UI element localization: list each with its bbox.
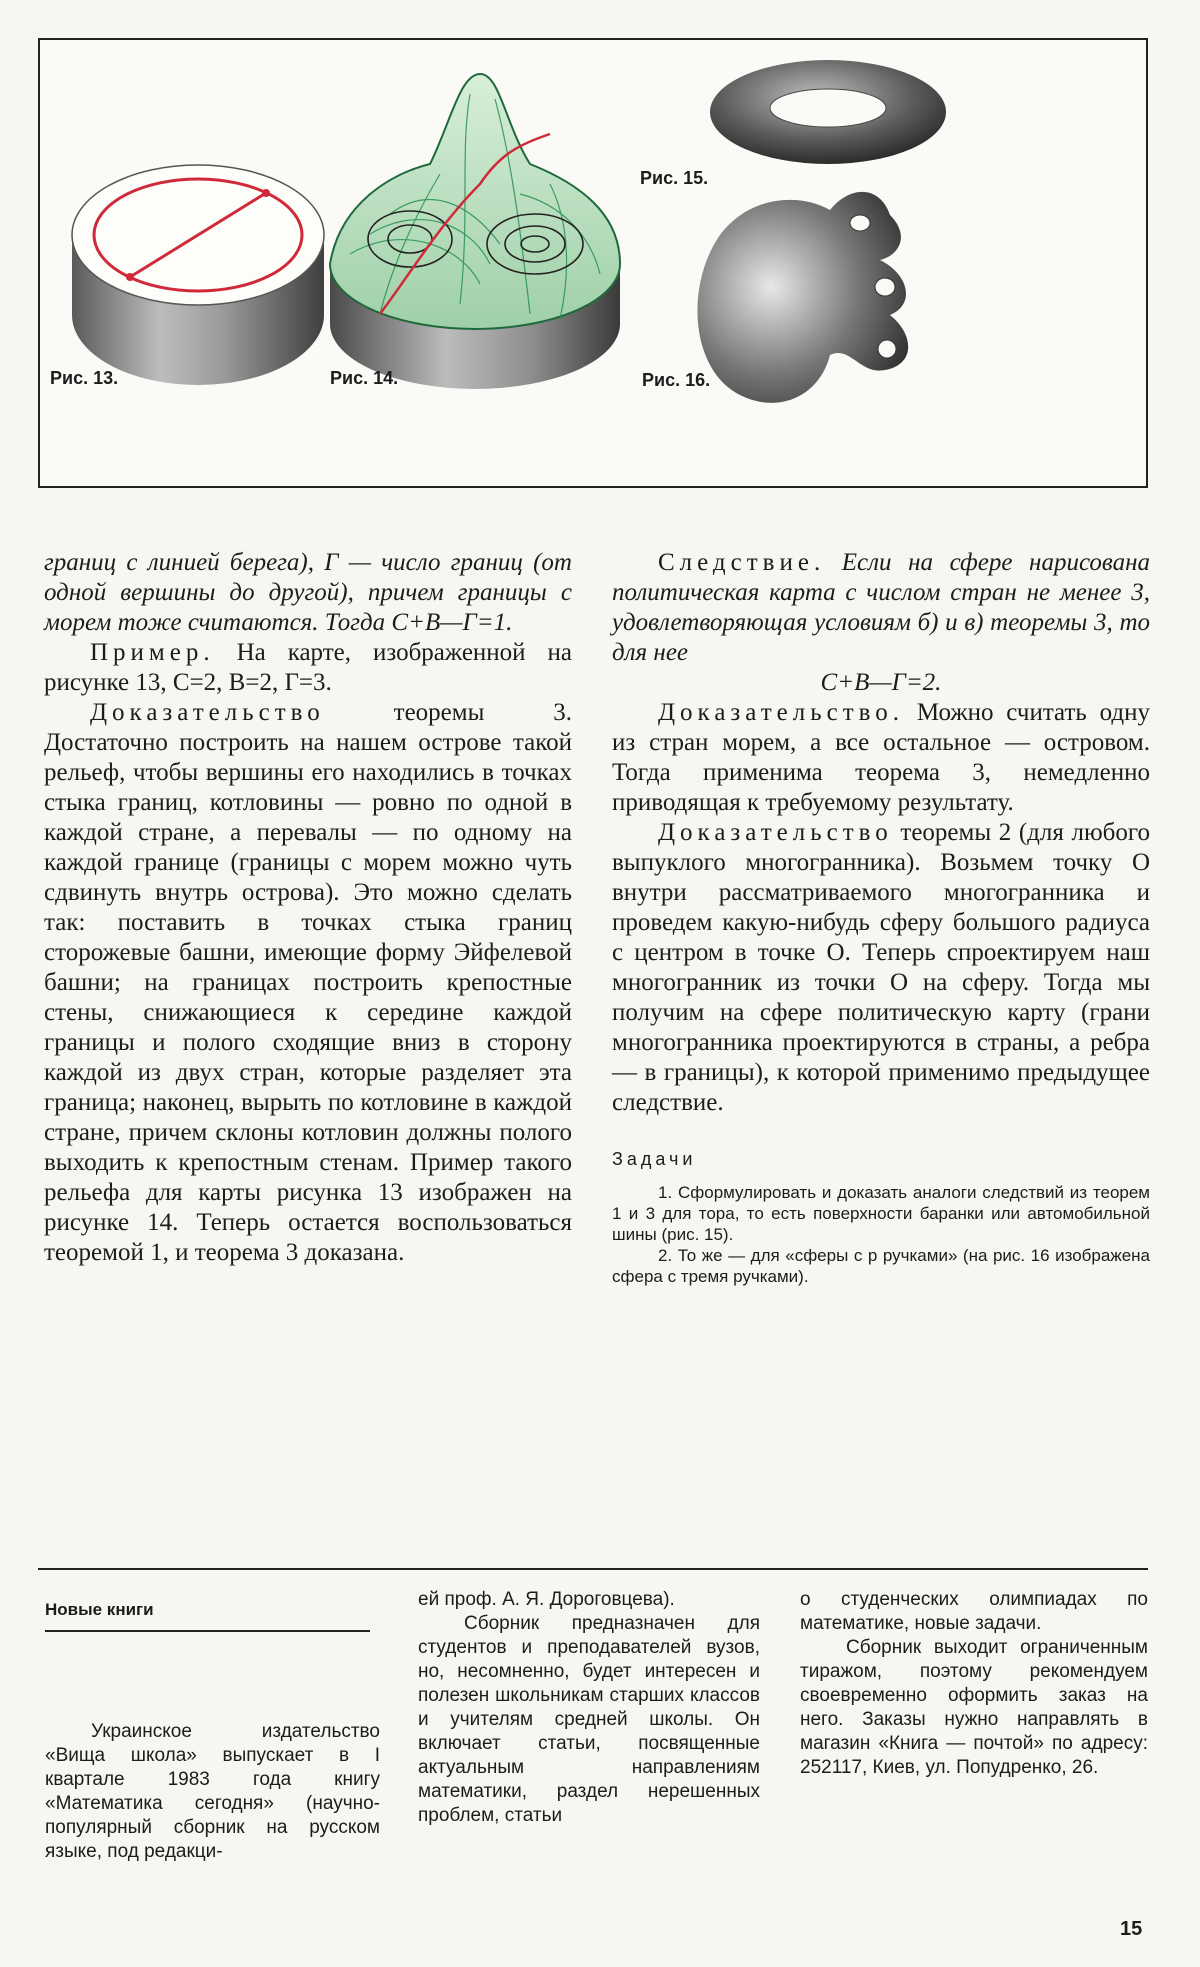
right-column bbox=[612, 548, 1150, 1287]
paragraph: Украинское издательство «Вища школа» выпускает в I квартале 1983 года книгу «Математика сегодня» (научно-популярный сборник на русском языке, под редакци- bbox=[45, 1721, 380, 1862]
paragraph bbox=[44, 698, 572, 1268]
paragraph: о студенческих олимпиадах по математике, новые задачи. bbox=[800, 1589, 1148, 1634]
paragraph bbox=[612, 698, 1150, 818]
paragraph-text: теоремы 2 (для любого выпуклого многогранника). Возьмем точку О внутри рассматриваемого многогранника и проведем какую-нибудь сферу большого радиуса с центром в точке О. Теперь спроектируем наш многогранник из точки О на сферу. Тогда мы получим на сфере политическую карту (грани многогранника проектируются в страны, а ребра — в границы), к которой применимо предыдущее следствие. bbox=[612, 819, 1150, 1116]
new-books-col-2 bbox=[418, 1588, 760, 1828]
figure-panel bbox=[38, 38, 1148, 488]
paragraph-text: Если на сфере нарисована политическая карта с числом стран не менее 3, удовлетворяющая условиям б) и в) теоремы 3, то для нее bbox=[612, 549, 1151, 666]
page-number: 15 bbox=[1120, 1918, 1143, 1940]
figure-14-caption: Рис. 14. bbox=[330, 368, 399, 388]
new-books-col-3 bbox=[800, 1588, 1148, 1780]
relief-surface bbox=[330, 74, 620, 329]
tasks-list bbox=[612, 1182, 1150, 1287]
figure-15-torus bbox=[700, 50, 960, 180]
torus-hole bbox=[770, 89, 886, 127]
paragraph: ей проф. А. Я. Дороговцева). bbox=[418, 1589, 675, 1610]
paragraph: границ с линией берега), Г — число границ (от одной вершины до другой), причем границы с морем тоже считаются. Тогда С+В—Г=1. bbox=[44, 549, 572, 636]
paragraph-text: теоремы 3. Достаточно построить на нашем острове такой рельеф, чтобы вершины его находились в точках стыка границ, котловины — ровно по одной в каждой стране, а перевалы — по одному на каждой границе (границы с морем можно чуть сдвинуть внутрь острова). Это можно сделать так: поставить в точках стыка границ сторожевые башни, имеющие форму Эйфелевой башни; на границах построить крепостные стены, снижающиеся к середине каждой границы и полого сходящие вниз в сторону каждой из двух стран, которые разделяет эта граница; наконец, вырыть по котловине в каждой стране, причем склоны котловин должны полого выходить к крепостным стенам. Пример такого рельефа для карты рисунка 13 изображен на рисунке 14. Теперь остается воспользоваться теоремой 1, и теорема 3 доказана. bbox=[44, 699, 572, 1266]
run-in-heading: Доказательство bbox=[658, 819, 893, 846]
section-divider bbox=[38, 1568, 1148, 1570]
handle-hole bbox=[850, 215, 870, 231]
new-books-heading: Новые книги bbox=[45, 1600, 370, 1632]
left-column bbox=[44, 548, 572, 1268]
figure-15-caption: Рис. 15. bbox=[640, 168, 709, 188]
figure-16-sphere-with-handles bbox=[680, 175, 920, 425]
vertex-point bbox=[126, 273, 134, 281]
handle-hole bbox=[878, 340, 896, 358]
tasks-heading: Задачи bbox=[612, 1149, 697, 1169]
paragraph: Сборник выходит ограниченным тиражом, поэтому рекомендуем своевременно оформить заказ на него. Заказы нужно направлять в магазин «Книга — почтой» по адресу: 252117, Киев, ул. Попудренко, 26. bbox=[800, 1637, 1148, 1778]
paragraph bbox=[612, 818, 1150, 1118]
task-item: 2. То же — для «сферы с p ручками» (на рис. 16 изображена сфера с тремя ручками). bbox=[612, 1246, 1150, 1286]
run-in-heading: Доказательство bbox=[90, 699, 325, 726]
run-in-heading: Пример. bbox=[90, 639, 215, 666]
paragraph-text: Можно считать одну из стран морем, а все остальное — островом. Тогда применима теорема 3, немедленно приводящая к требуемому результату. bbox=[612, 699, 1150, 816]
paragraph-text: На карте, изображенной на рисунке 13, С=2, В=2, Г=3. bbox=[44, 639, 573, 696]
paragraph: Сборник предназначен для студентов и преподавателей вузов, но, несомненно, будет интересен и полезен школьникам старших классов и учителям средней школы. Он включает статьи, посвященные актуальным направлениям математики, раздел нерешенных проблем, статьи bbox=[418, 1613, 760, 1826]
task-item: 1. Сформулировать и доказать аналоги следствий из теорем 1 и 3 для тора, то есть поверхности баранки или автомобильной шины (рис. 15). bbox=[612, 1183, 1150, 1244]
handle-hole bbox=[875, 278, 895, 296]
figure-13-caption: Рис. 13. bbox=[50, 368, 119, 388]
paragraph bbox=[44, 638, 572, 698]
vertex-point bbox=[262, 189, 270, 197]
figure-14-relief bbox=[320, 54, 640, 414]
paragraph bbox=[612, 548, 1150, 668]
run-in-heading: Доказательство. bbox=[658, 699, 905, 726]
body bbox=[697, 192, 908, 403]
run-in-heading: Следствие. bbox=[658, 549, 826, 576]
formula: С+В—Г=2. bbox=[820, 669, 942, 696]
new-books-col-1 bbox=[45, 1720, 380, 1864]
figure-16-caption: Рис. 16. bbox=[642, 370, 711, 390]
